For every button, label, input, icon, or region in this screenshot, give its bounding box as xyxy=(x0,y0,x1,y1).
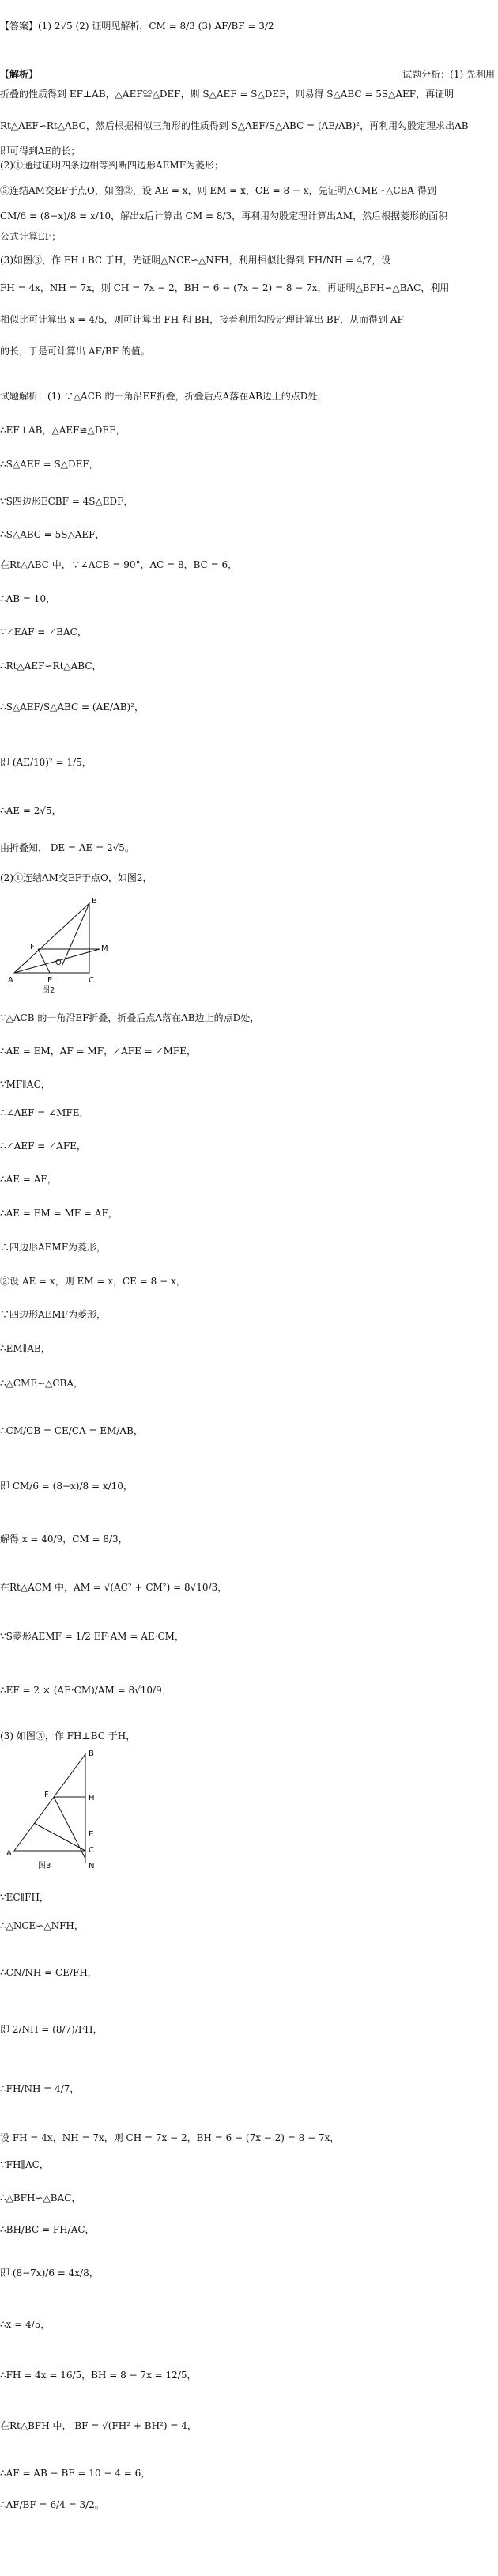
text-line: (2)①通过证明四条边相等判断四边形AEMF为菱形； xyxy=(0,160,224,171)
text-line: ②连结AM交EF于点O，如图②，设 AE = x，则 EM = x，CE = 8 − x，先证明△CME∽△CBA 得到 xyxy=(0,185,436,196)
text-line: ∵四边形AEMF为菱形， xyxy=(0,1309,107,1320)
analysis-intro: 试题分析：(1) 先利用 xyxy=(402,69,495,80)
text-line: ∴S△ABC = 5S△AEF， xyxy=(0,529,105,540)
text-line: Rt△AEF∽Rt△ABC，然后根据相似三角形的性质得到 S△AEF/S△ABC = (AE/AB)²，再利用勾股定理求出AB xyxy=(0,120,469,131)
text-line: ∴AB = 10， xyxy=(0,593,56,604)
text-line: ∴CN/NH = CE/FH， xyxy=(0,1967,97,1978)
label-b: B xyxy=(92,897,97,906)
text-line: ∴BH/BC = FH/AC， xyxy=(0,2224,95,2235)
figure-2-diagram xyxy=(6,894,125,995)
text-line: ∴△BFH∽△BAC， xyxy=(0,2192,81,2203)
segment-em xyxy=(62,903,89,966)
segment-fn xyxy=(54,1797,85,1859)
text-line: CM/6 = (8−x)/8 = x/10，解出x后计算出 CM = 8/3，再利用勾股定理计算出AM，然后根据菱形的面积 xyxy=(0,210,448,221)
text-line: ∵△ACB 的一角沿EF折叠，折叠后点A落在AB边上的点D处， xyxy=(0,1012,260,1023)
text-line: ∴AE = EM，AF = MF，∠AFE = ∠MFE， xyxy=(0,1046,196,1057)
answer-line: 【答案】(1) 2√5 (2) 证明见解析，CM = 8/3 (3) AF/BF = 3/2 xyxy=(0,21,274,32)
text-line: 的长，于是可计算出 AF/BF 的值。 xyxy=(0,346,150,357)
text-line: 即 (AE/10)² = 1/5， xyxy=(0,757,92,768)
label-e: E xyxy=(47,976,53,985)
label-a: A xyxy=(8,976,13,985)
text-line: (3) 如图③，作 FH⊥BC 于H， xyxy=(0,1731,136,1742)
label-c: C xyxy=(89,976,94,985)
segment-ec xyxy=(34,1823,85,1851)
text-line: ∴AE = EM = MF = AF， xyxy=(0,1208,118,1219)
text-line: (2)①连结AM交EF于点O，如图2， xyxy=(0,872,153,883)
text-line: ∴AF = AB − BF = 10 − 4 = 6， xyxy=(0,2468,151,2479)
text-line: 设 FH = 4x，NH = 7x，则 CH = 7x − 2，BH = 6 − (7x − 2) = 8 − 7x， xyxy=(0,2132,340,2143)
label-a: A xyxy=(6,1849,12,1858)
text-line: ∵FH∥AC， xyxy=(0,2159,49,2170)
label-n: N xyxy=(89,1862,95,1871)
text-line: 在Rt△ABC 中，∵∠ACB = 90°，AC = 8，BC = 6， xyxy=(0,559,238,570)
text-line: ∴EF⊥AB，△AEF≌△DEF， xyxy=(0,425,126,436)
text-line: ∴FH = 4x = 16/5，BH = 8 − 7x = 12/5， xyxy=(0,2370,197,2381)
text-line: ∴∠AEF = ∠MFE， xyxy=(0,1107,89,1118)
text-line: 即 2/NH = (8/7)/FH， xyxy=(0,2024,103,2035)
text-line: ∴Rt△AEF∽Rt△ABC， xyxy=(0,660,102,671)
text-line: ∴△NCE∽△NFH， xyxy=(0,1920,84,1931)
text-line: 相似比可计算出 x = 4/5，则可计算出 FH 和 BH，接着利用勾股定理计算出 BF，从而得到 AF xyxy=(0,314,404,325)
text-line: 公式计算EF； xyxy=(0,231,62,242)
text-line: ∵∠EAF = ∠BAC， xyxy=(0,626,87,637)
label-o: O xyxy=(55,959,62,967)
label-m: M xyxy=(101,944,108,953)
text-line: ∴△CME∽△CBA， xyxy=(0,1378,84,1389)
text-line: ∴AE = AF， xyxy=(0,1174,57,1185)
label-f: F xyxy=(44,1791,49,1799)
text-line: 在Rt△ACM 中，AM = √(AC² + CM²) = 8√10/3， xyxy=(0,1582,228,1593)
label-h: H xyxy=(89,1794,95,1802)
text-line: ②设 AE = x，则 EM = x，CE = 8 − x， xyxy=(0,1276,186,1287)
figure-2-caption: 图2 xyxy=(42,986,55,995)
text-line: 即可得到AE的长； xyxy=(0,146,81,157)
triangle-acb xyxy=(14,1754,85,1851)
text-line: ∴AE = 2√5， xyxy=(0,805,62,816)
text-line: 试题解析：(1) ∵△ACB 的一角沿EF折叠，折叠后点A落在AB边上的点D处， xyxy=(0,391,327,402)
text-line: ∴FH/NH = 4/7， xyxy=(0,2083,80,2094)
text-line: ∵EC∥FH， xyxy=(0,1892,49,1903)
analysis-heading: 【解析】 xyxy=(0,69,39,80)
text-line: ∵S菱形AEMF = 1/2 EF·AM = AE·CM， xyxy=(0,1631,184,1642)
text-line: ∴AF/BF = 6/4 = 3/2。 xyxy=(0,2499,104,2510)
label-c: C xyxy=(89,1846,94,1855)
text-line: ∵S四边形ECBF = 4S△EDF， xyxy=(0,496,134,507)
text-line: ∴x = 4/5， xyxy=(0,2319,51,2330)
text-line: (3)如图③，作 FH⊥BC 于H，先证明△NCE∽△NFH，利用相似比得到 FH/NH = 4/7，设 xyxy=(0,255,391,266)
text-line: 即 (8−7x)/6 = 4x/8， xyxy=(0,2268,99,2279)
text-line: ∴CM/CB = CE/CA = EM/AB， xyxy=(0,1425,143,1436)
text-line: ∴∠AEF = ∠AFE， xyxy=(0,1140,86,1152)
text-line: ∴S△AEF/S△ABC = (AE/AB)²， xyxy=(0,702,145,713)
text-line: 由折叠知， DE = AE = 2√5。 xyxy=(0,842,134,853)
text-line: 即 CM/6 = (8−x)/8 = x/10， xyxy=(0,1481,133,1492)
text-line: ∴S△AEF = S△DEF， xyxy=(0,459,99,470)
text-line: ∵MF∥AC， xyxy=(0,1079,51,1090)
figure-3-diagram xyxy=(6,1748,125,1873)
segment-ef xyxy=(38,949,50,973)
text-line: ∴EF = 2 × (AE·CM)/AM = 8√10/9； xyxy=(0,1685,172,1696)
label-b: B xyxy=(89,1749,94,1758)
text-line: ∴四边形AEMF为菱形， xyxy=(0,1242,107,1253)
figure-3-caption: 图3 xyxy=(38,1862,51,1871)
text-line: 在Rt△BFH 中， BF = √(FH² + BH²) = 4， xyxy=(0,2420,197,2431)
text-line: 折叠的性质得到 EF⊥AB，△AEF≌△DEF，则 S△AEF = S△DEF，则易得 S△ABC = 5S△AEF，再证明 xyxy=(0,89,455,100)
text-line: ∴EM∥AB， xyxy=(0,1343,51,1354)
text-line: 解得 x = 40/9，CM = 8/3， xyxy=(0,1534,128,1545)
label-f: F xyxy=(30,943,35,951)
text-line: FH = 4x，NH = 7x，则 CH = 7x − 2，BH = 6 − (7x − 2) = 8 − 7x，再证明△BFH∽△BAC，利用 xyxy=(0,282,450,293)
label-e: E xyxy=(89,1830,94,1839)
